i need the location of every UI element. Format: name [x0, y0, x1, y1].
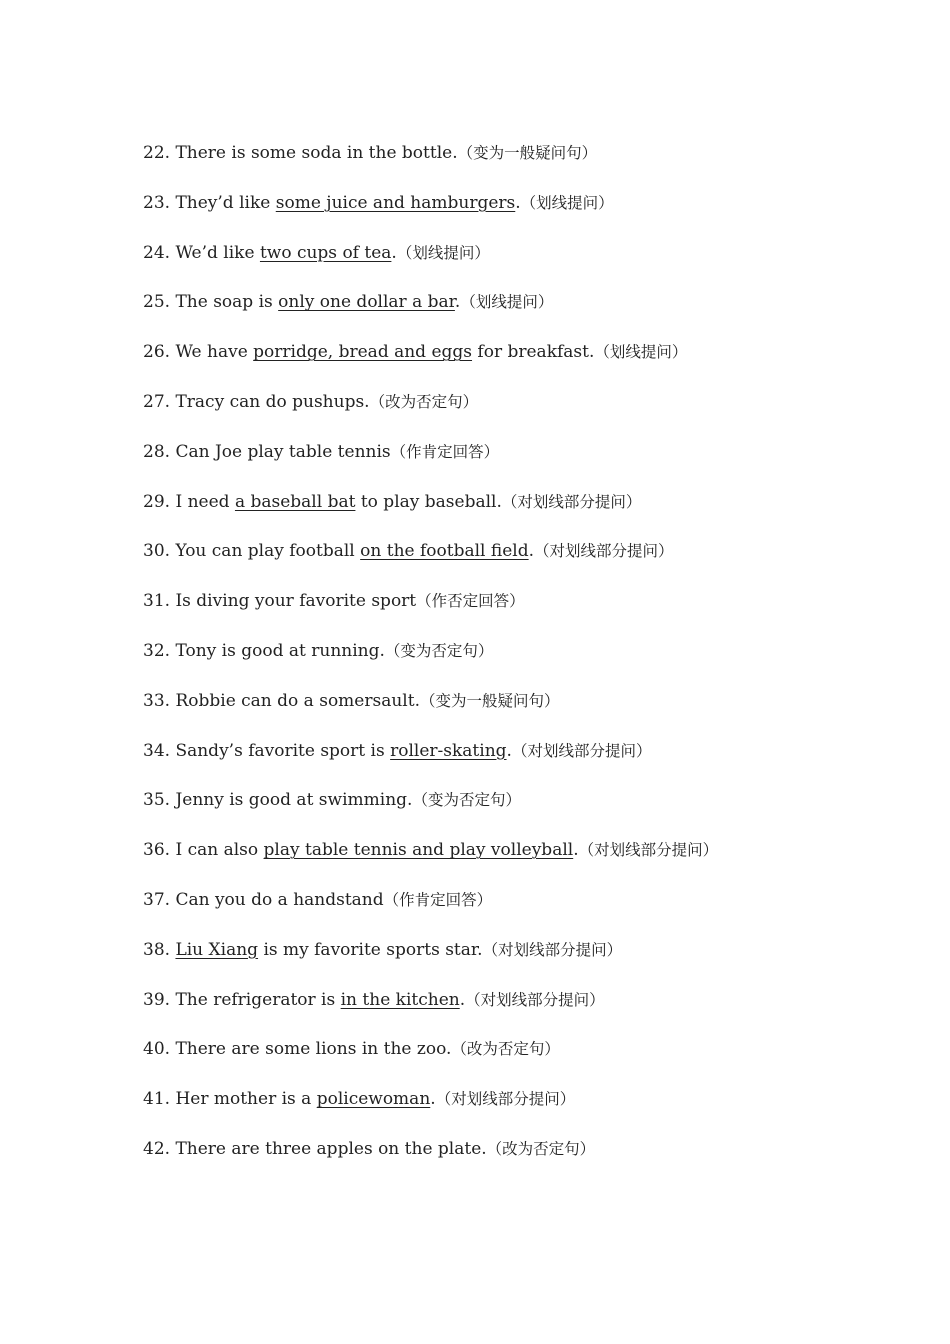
sentence-text: I can also [175, 840, 264, 861]
exercise-item [143, 1134, 923, 1184]
instruction-note: （划线提问） [396, 243, 490, 262]
instruction-note: （对划线部分提问） [501, 492, 642, 511]
exercise-item [143, 1034, 923, 1084]
sentence-text: . [391, 242, 397, 263]
underlined-phrase: policewoman [316, 1089, 431, 1110]
sentence-text: is my favorite sports star. [258, 939, 483, 960]
exercise-number: 39. [143, 989, 171, 1010]
exercise-item [143, 337, 923, 387]
exercise-item [143, 636, 923, 686]
sentence-text: Is diving your favorite sport [175, 591, 417, 612]
exercise-number: 28. [143, 441, 171, 462]
instruction-note: （改为否定句） [369, 392, 479, 411]
exercise-number: 33. [143, 690, 171, 711]
sentence-text: We’d like [175, 242, 260, 263]
exercise-number: 41. [143, 1089, 171, 1110]
exercise-number: 38. [143, 939, 171, 960]
exercise-item [143, 785, 923, 835]
instruction-note: （变为否定句） [384, 641, 494, 660]
instruction-note: （对划线部分提问） [435, 1090, 576, 1109]
instruction-note: （变为否定句） [412, 791, 521, 810]
exercise-item [143, 1084, 923, 1134]
exercise-item [143, 188, 923, 238]
underlined-phrase: in the kitchen [340, 989, 460, 1010]
exercise-number: 34. [143, 740, 171, 761]
exercise-item [143, 835, 923, 885]
exercise-number: 26. [143, 342, 171, 363]
sentence-text: Jenny is good at swimming. [175, 790, 413, 811]
instruction-note: （变为一般疑问句） [419, 691, 560, 710]
exercise-item [143, 985, 923, 1035]
sentence-text: . [515, 192, 521, 213]
sentence-text: I need [175, 491, 235, 512]
instruction-note: （变为一般疑问句） [457, 144, 598, 162]
instruction-note: （作肯定回答） [383, 890, 493, 909]
instruction-note: （改为否定句） [451, 1040, 560, 1059]
sentence-text: to play baseball. [355, 491, 502, 512]
exercise-number: 24. [143, 242, 171, 263]
sentence-text: Her mother is a [175, 1089, 317, 1110]
instruction-note: （对划线部分提问） [511, 741, 652, 760]
underlined-phrase: play table tennis and play volleyball [263, 840, 574, 861]
exercise-item [143, 487, 923, 537]
exercise-item [143, 586, 923, 636]
underlined-phrase: roller-skating [390, 740, 507, 761]
exercise-number: 30. [143, 541, 171, 562]
exercise-item [143, 736, 923, 786]
instruction-note: （对划线部分提问） [482, 940, 623, 959]
exercise-number: 29. [143, 491, 171, 512]
exercise-item [143, 536, 923, 586]
underlined-phrase: on the football field [360, 541, 529, 562]
instruction-note: （作肯定回答） [390, 442, 500, 461]
sentence-text: They’d like [175, 192, 276, 213]
exercise-item [143, 238, 923, 288]
exercise-item [143, 387, 923, 437]
sentence-text: You can play football [175, 541, 361, 562]
instruction-note: （作否定回答） [416, 592, 525, 611]
exercise-item [143, 287, 923, 337]
sentence-text: There are three apples on the plate. [175, 1138, 487, 1159]
sentence-text: . [454, 292, 461, 313]
instruction-note: （划线提问） [460, 293, 554, 312]
sentence-text: The soap is [175, 292, 279, 313]
underlined-phrase: porridge, bread and eggs [253, 342, 473, 363]
exercise-number: 35. [143, 790, 171, 811]
sentence-text: . [459, 989, 466, 1010]
sentence-text: Robbie can do a somersault. [175, 690, 420, 711]
exercise-list [143, 138, 923, 1184]
sentence-text: . [573, 840, 579, 861]
exercise-item [143, 437, 923, 487]
exercise-number: 42. [143, 1138, 171, 1159]
instruction-note: （改为否定句） [486, 1139, 596, 1158]
exercise-number: 31. [143, 591, 171, 612]
underlined-phrase: only one dollar a bar [278, 292, 455, 313]
sentence-text: Can you do a handstand [175, 889, 384, 910]
exercise-item [143, 686, 923, 736]
exercise-number: 40. [143, 1039, 171, 1060]
underlined-phrase: Liu Xiang [175, 939, 259, 960]
sentence-text: Sandy’s favorite sport is [175, 740, 391, 761]
instruction-note: （划线提问） [520, 193, 614, 212]
exercise-number: 37. [143, 889, 171, 910]
sentence-text: There is some soda in the bottle. [175, 143, 458, 163]
exercise-number: 25. [143, 292, 171, 313]
exercise-number: 23. [143, 192, 171, 213]
instruction-note: （划线提问） [594, 343, 688, 362]
sentence-text: Can Joe play table tennis [175, 441, 391, 462]
sentence-text: for breakfast. [472, 342, 595, 363]
underlined-phrase: two cups of tea [259, 242, 392, 263]
sentence-text: . [430, 1089, 436, 1110]
instruction-note: （对划线部分提问） [578, 841, 719, 860]
sentence-text: Tracy can do pushups. [175, 391, 370, 412]
sentence-text: . [506, 740, 512, 761]
exercise-item [143, 935, 923, 985]
sentence-text: . [528, 541, 535, 562]
exercise-item [143, 138, 923, 188]
exercise-number: 36. [143, 840, 171, 861]
instruction-note: （对划线部分提问） [534, 542, 674, 561]
sentence-text: There are some lions in the zoo. [175, 1039, 452, 1060]
exercise-number: 32. [143, 640, 171, 661]
instruction-note: （对划线部分提问） [465, 990, 605, 1009]
sentence-text: We have [175, 342, 254, 363]
sentence-text: Tony is good at running. [175, 640, 385, 661]
underlined-phrase: some juice and hamburgers [275, 192, 516, 213]
underlined-phrase: a baseball bat [234, 491, 356, 512]
sentence-text: The refrigerator is [175, 989, 341, 1010]
exercise-number: 27. [143, 391, 171, 412]
exercise-number: 22. [143, 143, 171, 163]
exercise-item [143, 885, 923, 935]
